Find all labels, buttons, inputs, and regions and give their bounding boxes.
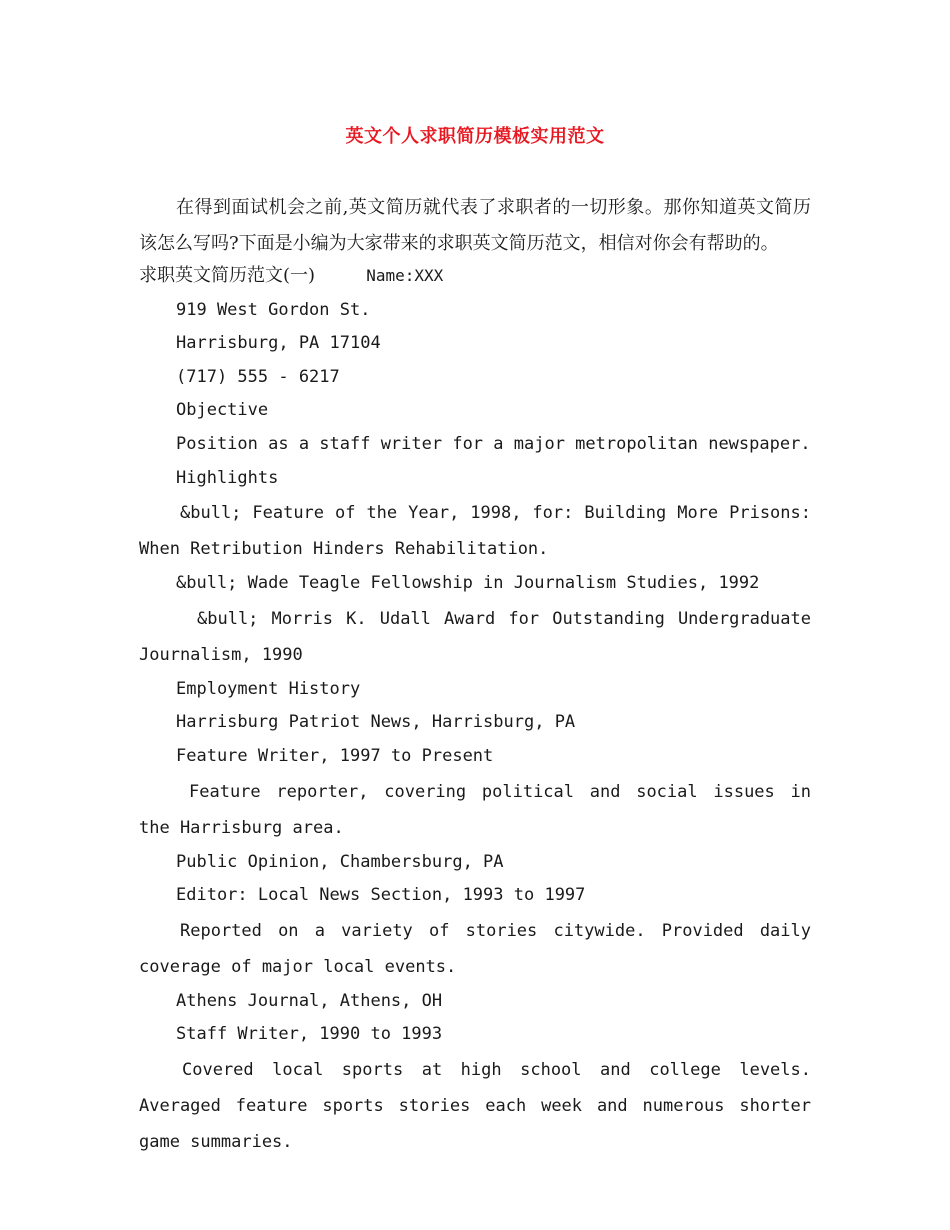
job3-org: Athens Journal, Athens, OH [176,990,443,1011]
document-title: 英文个人求职简历模板实用范文 [345,126,605,147]
job2-title: Editor: Local News Section, 1993 to 1997 [176,885,586,906]
phone-line: (717) 555 - 6217 [176,366,340,387]
sample-heading: 求职英文简历范文(一) [139,265,316,286]
highlight-item-1: &bull; Feature of the Year, 1998, for: Building More Prisons: When Retribution Hinders Rehabilitation. [139,503,811,560]
objective-heading: Objective [176,400,269,421]
objective-text: Position as a staff writer for a major metropolitan newspaper. [176,433,811,454]
document-body [139,190,811,1160]
address-line-2: Harrisburg, PA 17104 [176,333,381,354]
sample-heading-line [139,259,811,294]
job1-org: Harrisburg Patriot News, Harrisburg, PA [176,712,576,733]
name-line: Name:XXX [366,266,444,285]
job1-description: Feature reporter, covering political and social issues in the Harrisburg area. [139,781,811,838]
intro-paragraph: 在得到面试机会之前,英文简历就代表了求职者的一切形象。那你知道英文简历该怎么写吗?下面是小编为大家带来的求职英文简历范文，相信对你会有帮助的。 [139,197,811,254]
job2-description: Reported on a variety of stories citywide. Provided daily coverage of major local events. [139,920,811,977]
job3-title: Staff Writer, 1990 to 1993 [176,1024,443,1045]
highlight-item-3: &bull; Morris K. Udall Award for Outstanding Undergraduate Journalism, 1990 [139,608,811,665]
highlights-heading: Highlights [176,467,279,488]
job3-description: Covered local sports at high school and college levels. Averaged feature sports stories each week and numerous shorter game summaries. [139,1059,811,1152]
employment-heading: Employment History [176,678,361,699]
job1-title: Feature Writer, 1997 to Present [176,745,494,766]
job2-org: Public Opinion, Chambersburg, PA [176,851,504,872]
highlight-item-2: &bull; Wade Teagle Fellowship in Journalism Studies, 1992 [176,573,760,594]
address-line-1: 919 West Gordon St. [176,299,371,320]
